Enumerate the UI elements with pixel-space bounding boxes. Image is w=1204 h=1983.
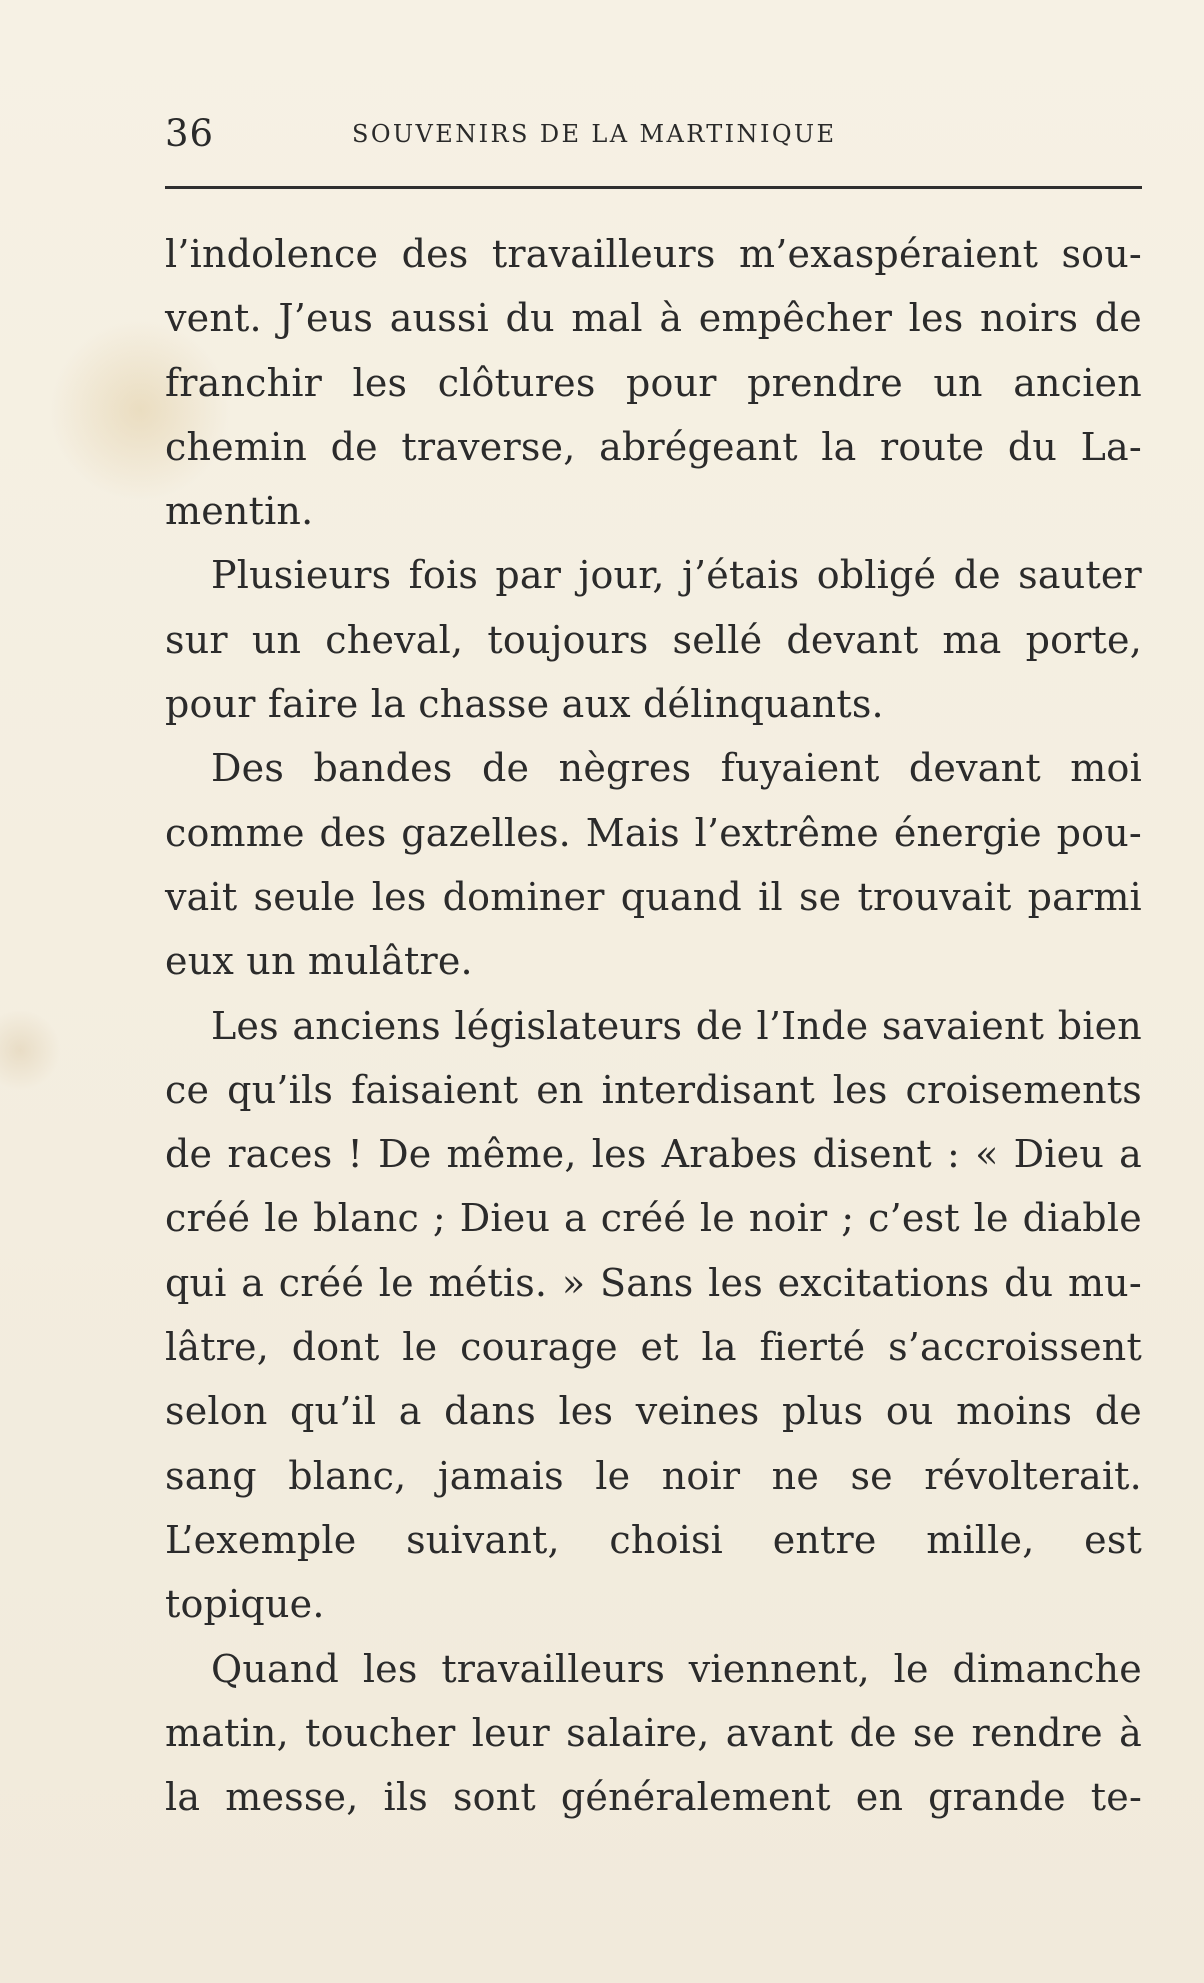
text-line: qui a créé le métis. » Sans les excitations du mu- (165, 1260, 1142, 1305)
text-line: mentin. (165, 489, 314, 534)
text-line: la messe, ils sont généralement en grande te- (165, 1775, 1142, 1820)
text-line: ce qu’ils faisaient en interdisant les croisements (165, 1067, 1142, 1112)
running-title: SOUVENIRS DE LA MARTINIQUE (352, 120, 837, 148)
page-header (165, 112, 1140, 172)
text-line: créé le blanc ; Dieu a créé le noir ; c’est le diable (165, 1196, 1142, 1241)
text-line: Quand les travailleurs viennent, le dimanche (211, 1646, 1142, 1691)
text-line: selon qu’il a dans les veines plus ou moins de (165, 1389, 1142, 1434)
text-line: franchir les clôtures pour prendre un ancien (165, 360, 1142, 405)
text-line: Les anciens législateurs de l’Inde savaient bien (211, 1003, 1142, 1048)
text-line: pour faire la chasse aux délinquants. (165, 682, 884, 727)
text-line: sur un cheval, toujours sellé devant ma porte, (165, 617, 1142, 662)
text-line: de races ! De même, les Arabes disent : « Dieu a (165, 1132, 1142, 1177)
text-line: vait seule les dominer quand il se trouvait parmi (165, 874, 1142, 919)
text-line: eux un mulâtre. (165, 939, 473, 984)
text-line: vent. J’eus aussi du mal à empêcher les noirs de (165, 296, 1142, 341)
text-line: comme des gazelles. Mais l’extrême énergie pou- (165, 810, 1142, 855)
text-line: matin, toucher leur salaire, avant de se rendre à (165, 1710, 1142, 1755)
text-line: sang blanc, jamais le noir ne se révolterait. (165, 1453, 1142, 1498)
body-text (165, 222, 1142, 1829)
text-line: topique. (165, 1582, 325, 1627)
text-line: lâtre, dont le courage et la fierté s’accroissent (165, 1325, 1142, 1370)
text-line: Plusieurs fois par jour, j’étais obligé de sauter (211, 553, 1142, 598)
text-line: Des bandes de nègres fuyaient devant moi (211, 746, 1142, 791)
page-number: 36 (165, 112, 215, 155)
header-rule (165, 186, 1142, 189)
text-line: l’indolence des travailleurs m’exaspéraient sou- (165, 232, 1142, 276)
text-line: L’exemple suivant, choisi entre mille, est (165, 1517, 1142, 1562)
text-line: chemin de traverse, abrégeant la route du La- (165, 424, 1142, 469)
